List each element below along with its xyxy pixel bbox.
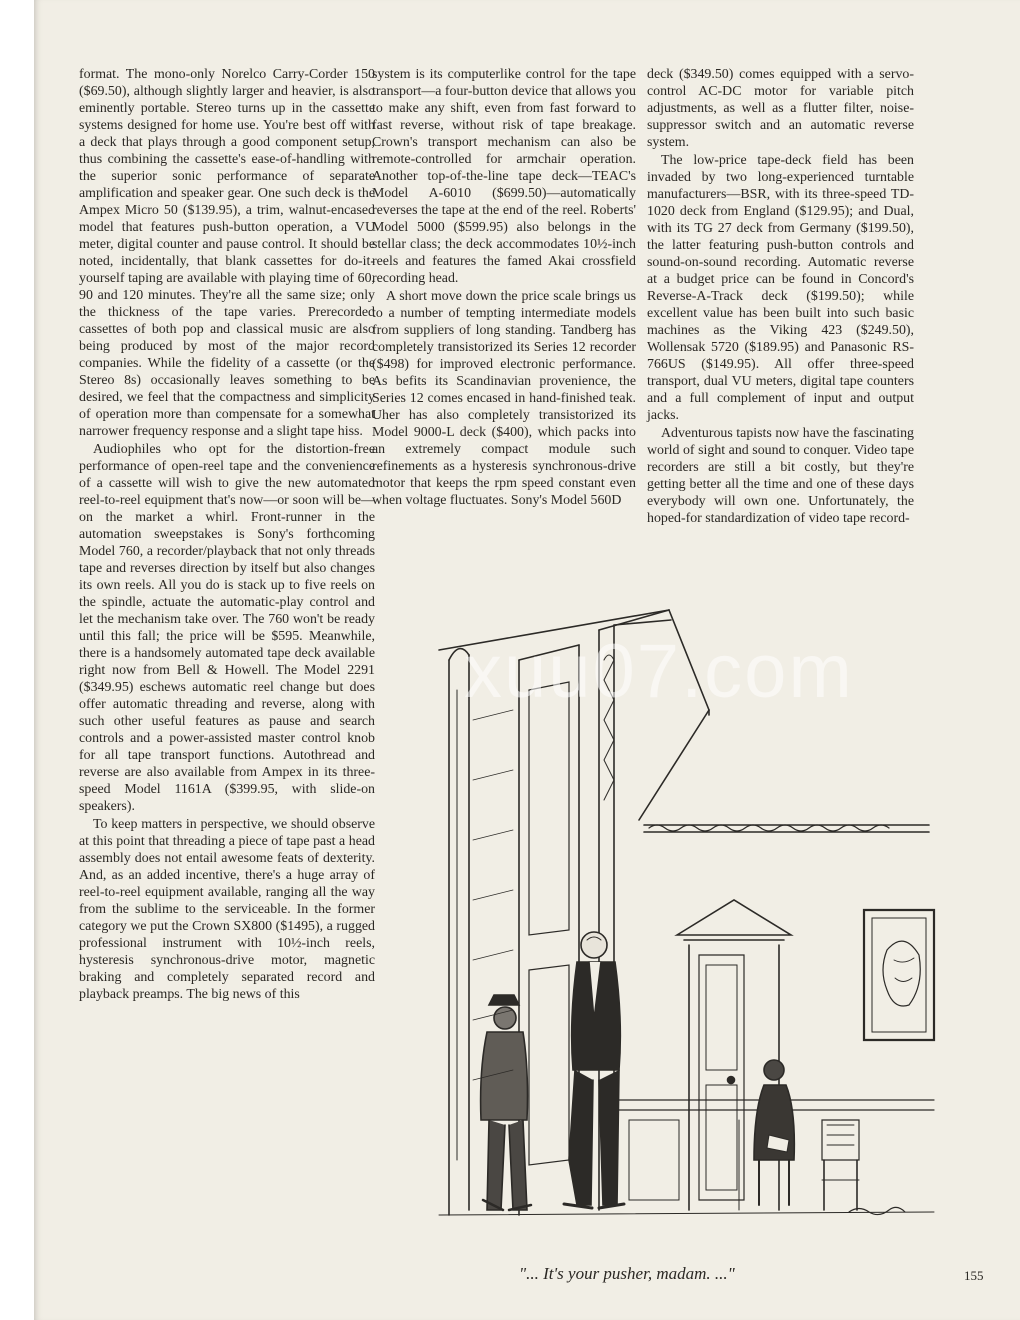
watermark: xuu07.com [464,629,854,714]
text-column-1 [79,66,375,1266]
paragraph: Audiophiles who opt for the distortion-free performance of open-reel tape and the convenience of a cassette will wish to give the new automated reel-to-reel equipment that's now—or soon will be—on the market a whirl. Front-runner in the automation sweepstakes is Sony's forthcoming Model 760, a recorder/playback that not only threads tape and reverses direction by itself but also changes its own reels. All you do is stack up to five reels on the spindle, actuate the automatic-play control and let the mechanism take over. The 760 won't be ready until this fall; the price will be $595. Meanwhile, there is a handsomely automated tape deck available right now from Bell & Howell. The Model 2291 ($349.95) eschews automatic reel change but does offer automatic threading and reverse, along with such other useful features as pause and search controls and a power-assisted master control knob for all tape transport functions. Autothread and reverse are also available from Ampex in its three-speed Model 1161A ($399.95, with slide-on speakers). [79,442,375,814]
paragraph: Adventurous tapists now have the fascinating world of sight and sound to conquer. Video tape recorders are still a bit costly, but they're getting better all the time and one of these days everybody will own one. Unfortunately, the hoped-for standardization of video tape record- [647,426,914,526]
paragraph: deck ($349.50) comes equipped with a servo-control AC-DC motor for variable pitch adjustments, as well as a flutter filter, noise-suppressor switch and an automatic reverse system. [647,67,914,150]
text-column-2 [372,66,636,509]
cartoon-caption: "... It's your pusher, madam. ..." [519,1264,735,1283]
page-number: 155 [964,1268,984,1283]
paragraph: The low-price tape-deck field has been invaded by two long-experienced turntable manufacturers—BSR, with its three-speed TD-1020 deck from England ($129.95); and Dual, with its TG 27 deck from Germany ($199.50), the latter featuring push-button controls and sound-on-sound recording. Automatic reverse at a budget price can be found in Concord's Reverse-A-Track deck ($199.50); while excellent value has been built into such basic machines as the Viking 423 ($249.50), Wollensak 5720 ($189.95) and Panasonic RS-766US ($149.95). All offer three-speed transport, dual VU meters, digital tape counters and a full complement of input and output jacks. [647,153,914,423]
paragraph: system is its computerlike control for the tape transport—a four-button device that allows you to make any shift, even from fast forward to fast reverse, without risk of tape breakage. Crown's transport mechanism can also be remote-controlled for armchair operation. Another top-of-the-line tape deck—TEAC's Model A-6010 ($699.50)—automatically reverses the tape at the end of the reel. Roberts' Model 5000 ($599.95) also belongs in the stellar class; the deck accommodates 10½-inch reels and features the famed Akai crossfield recording head. [372,67,636,286]
magazine-page [34,0,1020,1320]
text-column-3 [647,66,914,527]
paragraph: A short move down the price scale brings us to a number of tempting intermediate models from suppliers of long standing. Tandberg has completely transistorized its Series 12 recorder ($498) for improved electronic performance. As befits its Scandinavian provenience, the Series 12 comes encased in hand-finished teak. Uher has also completely transistorized its Model 9000-L deck ($400), which packs into an extremely compact module such refinements as a hysteresis synchronous-drive motor that keeps the rpm speed constant even when voltage fluctuates. Sony's Model 560D [372,289,636,508]
paragraph: format. The mono-only Norelco Carry-Corder 150 ($69.50), although slightly larger and heavier, is also eminently portable. Stereo turns up in the cassette systems designed for home use. You're best off with a deck that plays through a good component setup, thus combining the cassette's ease-of-handling with the superior sonic performance of separate amplification and speaker gear. One such deck is the Ampex Micro 50 ($139.95), a trim, walnut-encased model that features push-button operation, a VU meter, digital counter and pause control. It should be noted, incidentally, that blank cassettes for do-it-yourself taping are available with playing time of 60, 90 and 120 minutes. They're all the same size; only the thickness of the tape varies. Prerecorded cassettes of both pop and classical music are also being produced by most of the major record companies. While the fidelity of a cassette (or the Stereo 8s) occasionally leaves something to be desired, we feel that the compactness and simplicity of operation more than compensate for a somewhat narrower frequency response and a slight tape hiss. [79,67,375,439]
paragraph: To keep matters in perspective, we should observe at this point that threading a piece of tape past a head assembly does not entail awesome feats of dexterity. And, as an added incentive, there's a huge array of reel-to-reel equipment available, ranging all the way from the sublime to the serviceable. In the former category we put the Crown SX800 ($1495), a rugged professional instrument with 10½-inch reels, hysteresis synchronous-drive motor, magnetic braking and completely separated record and playback preamps. The big news of this [79,817,375,1002]
